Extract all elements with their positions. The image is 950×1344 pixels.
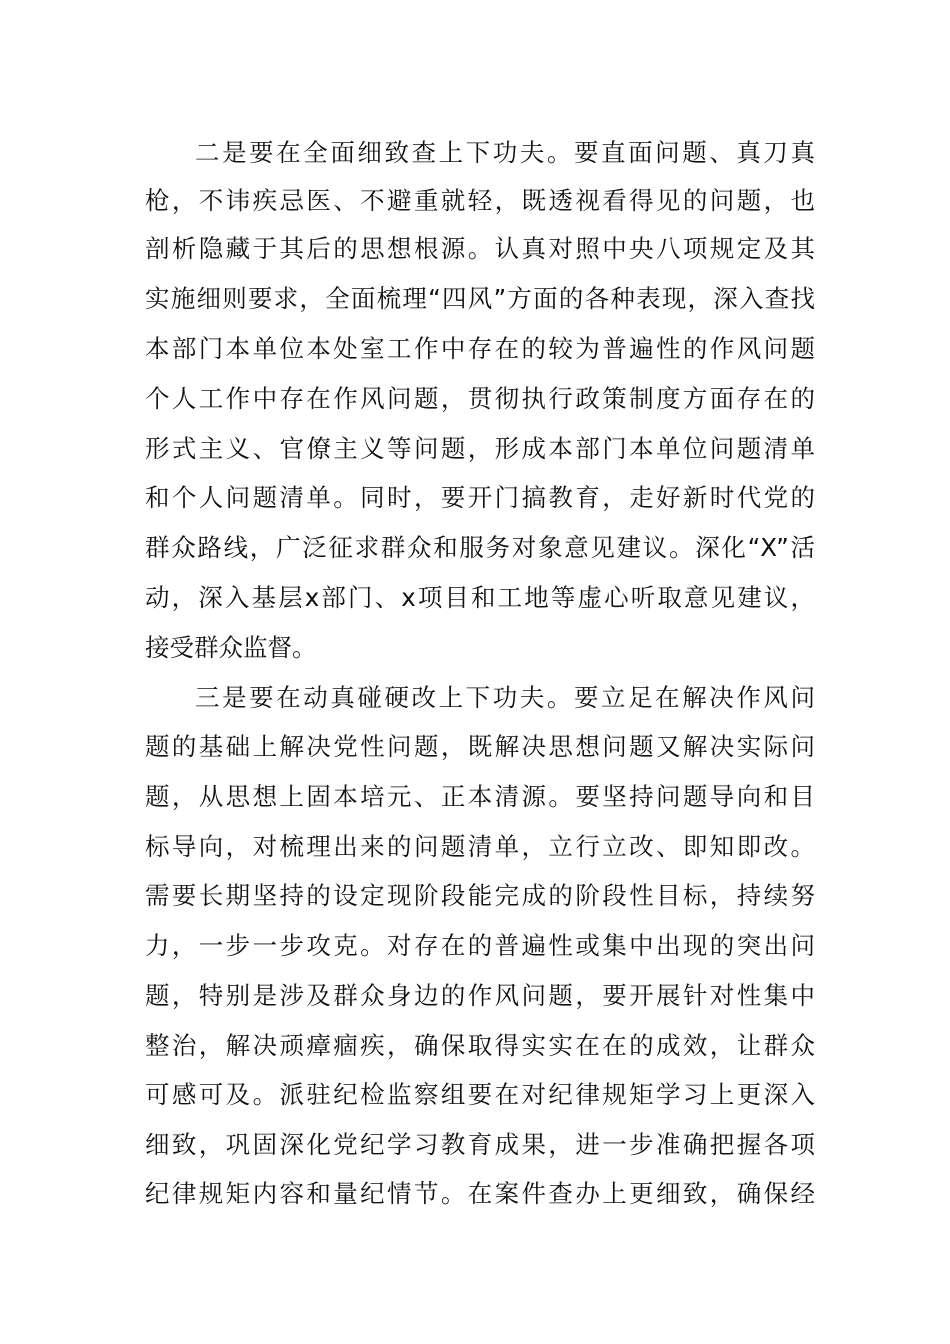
text-line: 需要长期坚持的设定现阶段能完成的阶段性目标，持续努 xyxy=(145,881,815,910)
text-line: 本部门本单位本处室工作中存在的较为普遍性的作风问题 xyxy=(145,334,815,363)
text-line: 剖析隐藏于其后的思想根源。认真对照中央八项规定及其 xyxy=(145,234,815,263)
text-line: 题，从思想上固本培元、正本清源。要坚持问题导向和目 xyxy=(145,782,815,811)
text-line: 实施细则要求，全面梳理“四风”方面的各种表现，深入查找 xyxy=(145,284,815,313)
text-line: 接受群众监督。 xyxy=(145,633,317,662)
text-line: 题，特别是涉及群众身边的作风问题，要开展针对性集中 xyxy=(145,981,815,1010)
text-line: 细致，巩固深化党纪学习教育成果，进一步准确把握各项 xyxy=(145,1130,815,1159)
text-line: 二是要在全面细致查上下功夫。要直面问题、真刀真 xyxy=(195,138,815,167)
text-line: 动，深入基层x部门、x项目和工地等虚心听取意见建议， xyxy=(145,583,815,612)
text-line: 形式主义、官僚主义等问题，形成本部门本单位问题清单 xyxy=(145,434,815,463)
text-line: 整治，解决顽瘴痼疾，确保取得实实在在的成效，让群众 xyxy=(145,1031,815,1060)
text-line: 纪律规矩内容和量纪情节。在案件查办上更细致，确保经 xyxy=(145,1179,815,1208)
text-line: 和个人问题清单。同时，要开门搞教育，走好新时代党的 xyxy=(145,483,815,512)
text-line: 标导向，对梳理出来的问题清单，立行立改、即知即改。 xyxy=(145,832,815,861)
text-line: 个人工作中存在作风问题，贯彻执行政策制度方面存在的 xyxy=(145,384,815,413)
text-line: 三是要在动真碰硬改上下功夫。要立足在解决作风问 xyxy=(195,683,815,712)
text-line: 群众路线，广泛征求群众和服务对象意见建议。深化“X”活 xyxy=(145,533,815,562)
text-line: 可感可及。派驻纪检监察组要在对纪律规矩学习上更深入 xyxy=(145,1080,815,1109)
text-line: 题的基础上解决党性问题，既解决思想问题又解决实际问 xyxy=(145,732,815,761)
text-line: 枪，不讳疾忌医、不避重就轻，既透视看得见的问题，也 xyxy=(145,186,815,215)
text-line: 力，一步一步攻克。对存在的普遍性或集中出现的突出问 xyxy=(145,931,815,960)
